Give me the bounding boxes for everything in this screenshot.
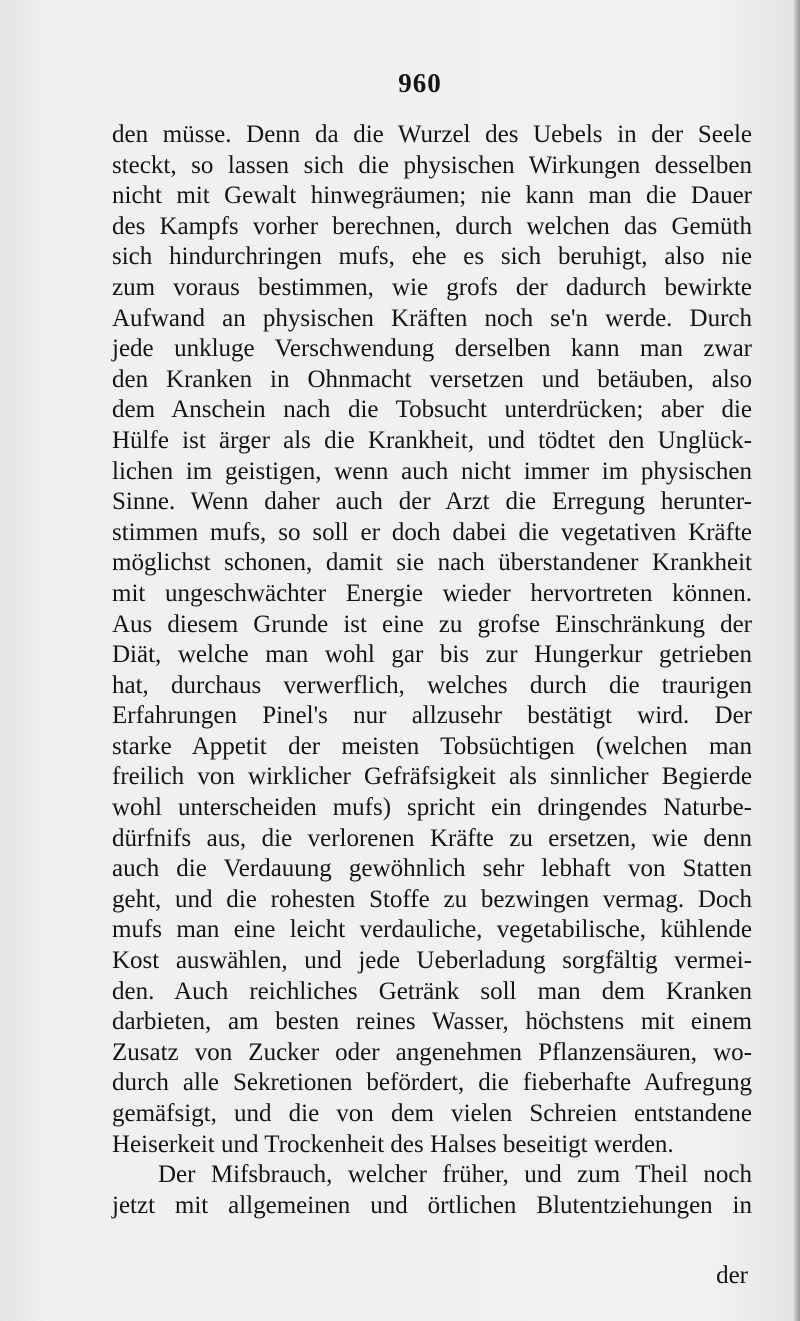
text-line: den müsse. Denn da die Wurzel des Uebels in der Seele [112, 121, 752, 148]
text-line: darbieten, am besten reines Wasser, höchstens mit einem [112, 1008, 752, 1036]
text-line: hat, durchaus verwerflich, welches durch die traurigen [112, 671, 752, 699]
text-line: nicht mit Gewalt hinwegräumen; nie kann man die Dauer [112, 182, 752, 210]
text-line: auch die Verdauung gewöhnlich sehr lebhaft von Statten [112, 855, 752, 883]
page-edge-shadow [794, 0, 800, 1321]
text-line: Kost auswählen, und jede Ueberladung sorgfältig vermei- [112, 947, 752, 975]
text-line: geht, und die rohesten Stoffe zu bezwingen vermag. Doch [112, 885, 752, 913]
text-line: Aus diesem Grunde ist eine zu grofse Einschränkung der [112, 610, 752, 638]
text-line: dürfnifs aus, die verlorenen Kräfte zu ersetzen, wie denn [112, 824, 752, 852]
catchword: der [716, 1262, 748, 1289]
text-line: steckt, so lassen sich die physischen Wirkungen desselben [112, 151, 752, 179]
text-line: starke Appetit der meisten Tobsüchtigen (welchen man [112, 732, 752, 760]
text-line: den Kranken in Ohnmacht versetzen und betäuben, also [112, 365, 752, 393]
text-line: Zusatz von Zucker oder angenehmen Pflanzensäuren, wo- [112, 1038, 752, 1066]
text-line: Erfahrungen Pinel's nur allzusehr bestätigt wird. Der [112, 702, 752, 730]
text-line: möglichst schonen, damit sie nach überstandener Krankheit [112, 549, 752, 577]
page-number: 960 [398, 68, 442, 98]
text-line: wohl unterscheiden mufs) spricht ein dringendes Naturbe- [112, 794, 752, 822]
text-line: gemäfsigt, und die von dem vielen Schreien entstandene [112, 1100, 752, 1127]
text-line: durch alle Sekretionen befördert, die fieberhafte Aufregung [112, 1069, 752, 1097]
text-line: den. Auch reichliches Getränk soll man dem Kranken [112, 977, 752, 1005]
paragraph-first-line: Der Mifsbrauch, welcher früher, und zum Theil noch [158, 1161, 752, 1189]
text-line: jetzt mit allgemeinen und örtlichen Blutentziehungen in [112, 1191, 752, 1219]
text-line: Aufwand an physischen Kräften noch se'n werde. Durch [112, 304, 752, 332]
body-text [112, 120, 752, 1221]
text-line: mufs man eine leicht verdauliche, vegetabilische, kühlende [112, 916, 752, 944]
text-line: Diät, welche man wohl gar bis zur Hungerkur getrieben [112, 641, 752, 669]
text-line: freilich von wirklicher Gefräfsigkeit als sinnlicher Begierde [112, 763, 752, 791]
text-line: stimmen mufs, so soll er doch dabei die vegetativen Kräfte [112, 518, 752, 546]
text-line: lichen im geistigen, wenn auch nicht immer im physischen [112, 457, 752, 485]
text-line: sich hindurchringen mufs, ehe es sich beruhigt, also nie [112, 243, 752, 271]
text-line: des Kampfs vorher berechnen, durch welchen das Gemüth [112, 212, 752, 240]
text-line: zum voraus bestimmen, wie grofs der dadurch bewirkte [112, 273, 752, 301]
text-line: Sinne. Wenn daher auch der Arzt die Erregung herunter- [112, 488, 752, 516]
text-line: mit ungeschwächter Energie wieder hervortreten können. [112, 579, 752, 607]
text-line: dem Anschein nach die Tobsucht unterdrücken; aber die [112, 396, 752, 424]
text-line: Hülfe ist ärger als die Krankheit, und tödtet den Unglück- [112, 426, 752, 454]
paragraph-last-line: Heiserkeit und Trockenheit des Halses beseitigt werden. [112, 1130, 674, 1158]
text-line: jede unkluge Verschwendung derselben kann man zwar [112, 335, 752, 363]
